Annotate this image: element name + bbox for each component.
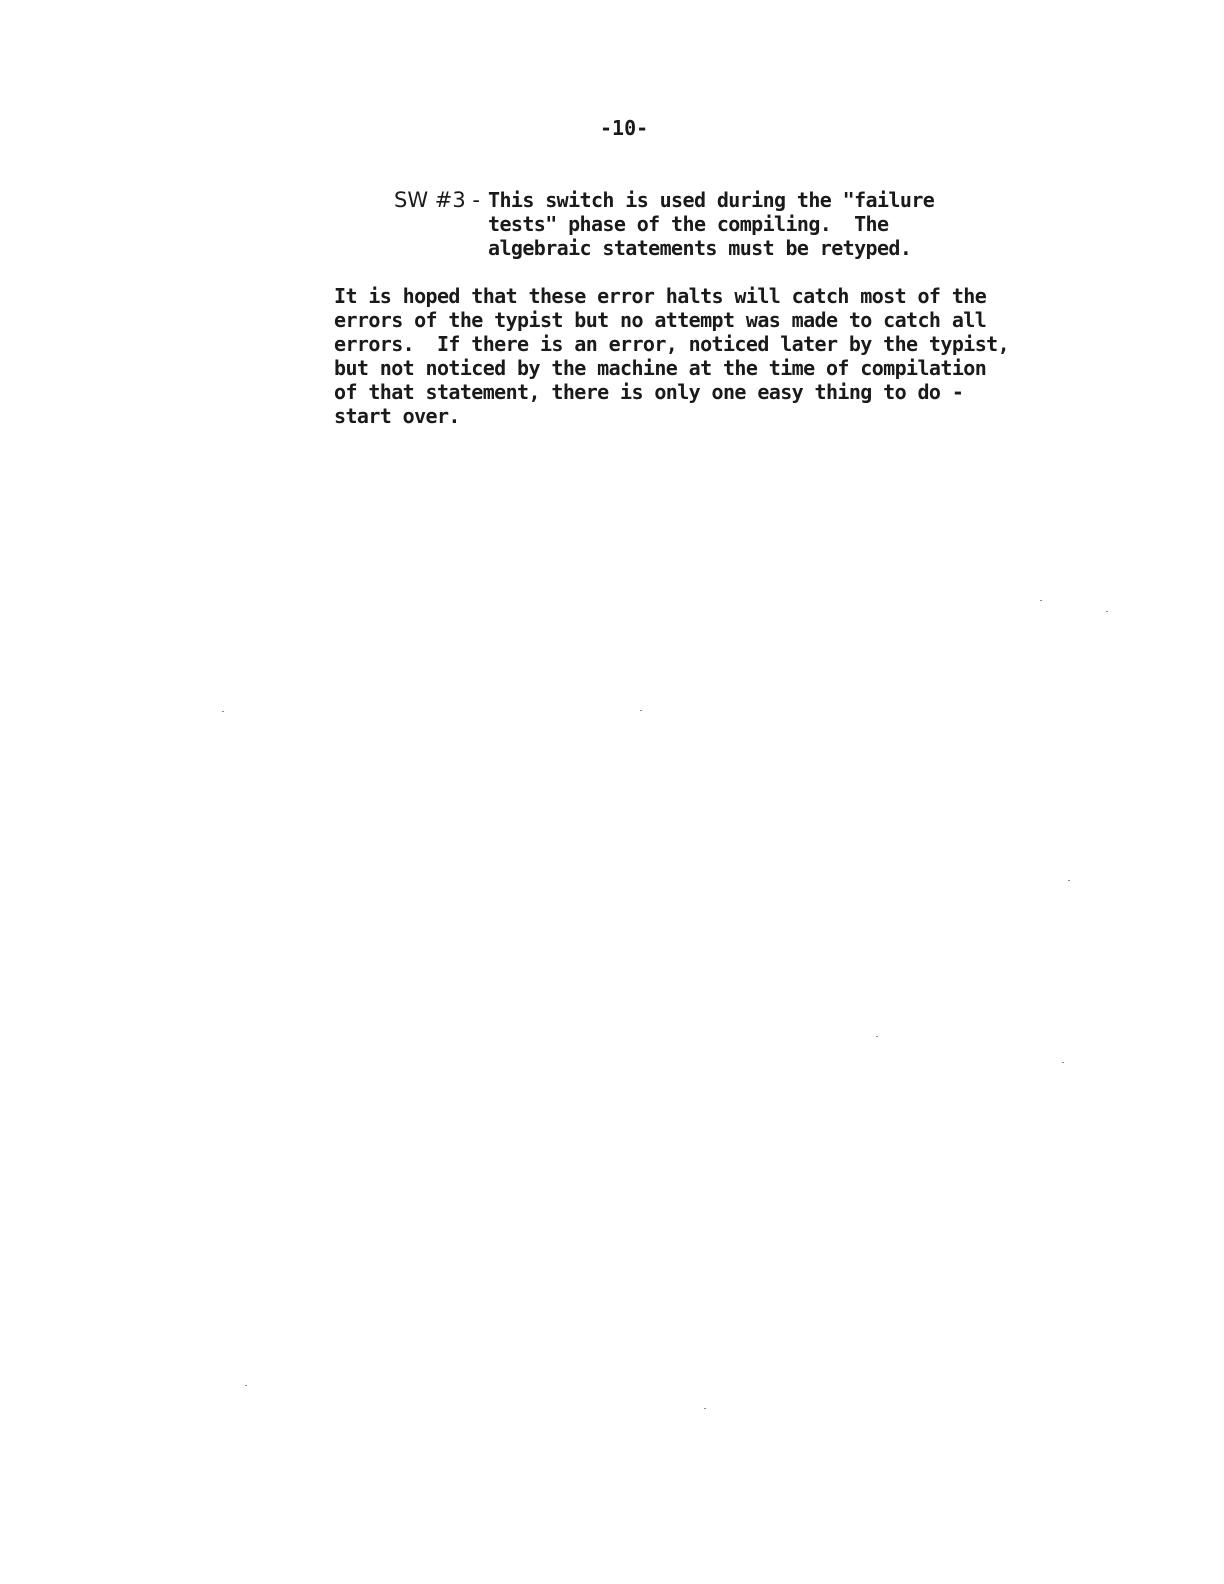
speck [1040,600,1042,601]
paragraph-line: of that statement, there is only one easy thing to do - [334,380,964,404]
paragraph-line: but not noticed by the machine at the time of compilation [334,356,987,380]
speck [640,710,642,711]
switch-description [488,188,968,260]
paragraph-line: It is hoped that these error halts will catch most of the [334,284,987,308]
switch-description-line: This switch is used during the "failure [488,188,935,212]
speck [222,711,224,712]
speck [876,1036,878,1037]
speck [704,1408,706,1409]
switch-label: SW #3 - [394,188,480,212]
speck [245,1385,247,1386]
paragraph-line: errors. If there is an error, noticed later by the typist, [334,332,1010,356]
switch-description-line: tests" phase of the compiling. The [488,212,889,236]
speck [1068,880,1070,881]
body-paragraph [334,284,1034,428]
page-number: -10- [600,116,649,140]
switch-description-line: algebraic statements must be retyped. [488,236,912,260]
speck [1062,1062,1064,1063]
paragraph-line: errors of the typist but no attempt was made to catch all [334,308,987,332]
paragraph-line: start over. [334,404,460,428]
speck [1106,611,1108,612]
